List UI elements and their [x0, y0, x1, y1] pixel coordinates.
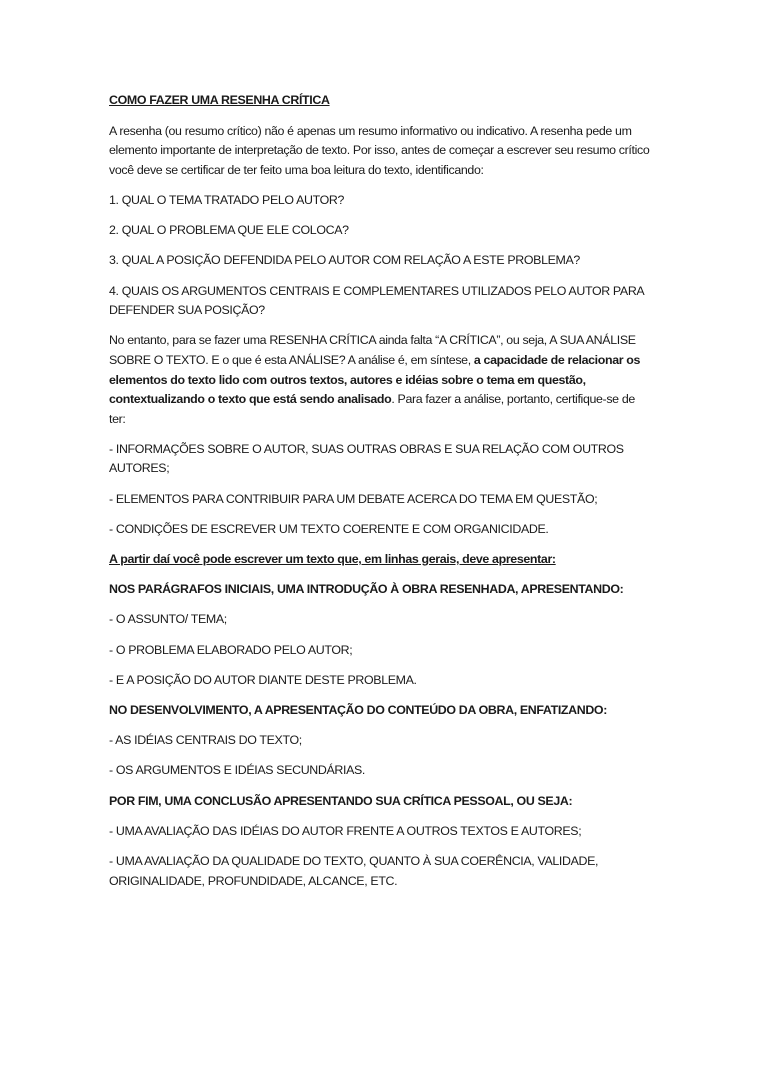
section-intro-item: - O PROBLEMA ELABORADO PELO AUTOR;: [109, 642, 353, 657]
requirement-1: - INFORMAÇÕES SOBRE O AUTOR, SUAS OUTRAS OBRAS E SUA RELAÇÃO COM OUTROS AUTORES;: [109, 441, 624, 476]
section-conclusion-item: - UMA AVALIAÇÃO DAS IDÉIAS DO AUTOR FRENTE A OUTROS TEXTOS E AUTORES;: [109, 823, 582, 838]
section-intro-item: - E A POSIÇÃO DO AUTOR DIANTE DESTE PROBLEMA.: [109, 672, 417, 687]
analysis-text-after: . Para fazer a análise, portanto, certifique-se de ter:: [109, 392, 635, 426]
analysis-text-before: No entanto, para se fazer uma RESENHA CRÍTICA ainda falta “A CRÍTICA”, ou seja, A SUA ANÁLISE SOBRE O TEXTO. E o que é esta ANÁLISE? A análise é, em síntese,: [109, 333, 636, 367]
intro-paragraph: A resenha (ou resumo crítico) não é apenas um resumo informativo ou indicativo. A resenha pede um elemento importante de interpretação de texto. Por isso, antes de começar a escrever seu resumo crítico você deve se certificar de ter feito uma boa leitura do texto, identificando:: [109, 123, 650, 177]
analysis-paragraph: [109, 331, 654, 429]
analysis-text-bold: a capacidade de relacionar os elementos do texto lido com outros textos, autores e idéias sobre o tema em questão, contextualizando o texto que está sendo analisado: [109, 352, 641, 407]
question-3: 3. QUAL A POSIÇÃO DEFENDIDA PELO AUTOR COM RELAÇÃO A ESTE PROBLEMA?: [109, 253, 580, 268]
requirement-2: - ELEMENTOS PARA CONTRIBUIR PARA UM DEBATE ACERCA DO TEMA EM QUESTÃO;: [109, 491, 598, 506]
section-heading-conclusion: POR FIM, UMA CONCLUSÃO APRESENTANDO SUA CRÍTICA PESSOAL, OU SEJA:: [109, 793, 573, 808]
structure-intro: A partir daí você pode escrever um texto que, em linhas gerais, deve apresentar:: [109, 552, 556, 567]
section-development-item: - AS IDÉIAS CENTRAIS DO TEXTO;: [109, 733, 302, 748]
section-development-item: - OS ARGUMENTOS E IDÉIAS SECUNDÁRIAS.: [109, 763, 366, 778]
question-1: 1. QUAL O TEMA TRATADO PELO AUTOR?: [109, 192, 345, 207]
section-heading-intro: NOS PARÁGRAFOS INICIAIS, UMA INTRODUÇÃO À OBRA RESENHADA, APRESENTANDO:: [109, 582, 624, 597]
section-conclusion-item: - UMA AVALIAÇÃO DA QUALIDADE DO TEXTO, QUANTO À SUA COERÊNCIA, VALIDADE, ORIGINALIDADE, PROFUNDIDADE, ALCANCE, ETC.: [109, 853, 599, 888]
document-title: COMO FAZER UMA RESENHA CRÍTICA: [109, 93, 330, 107]
requirement-3: - CONDIÇÕES DE ESCREVER UM TEXTO COERENTE E COM ORGANICIDADE.: [109, 521, 549, 536]
question-4: 4. QUAIS OS ARGUMENTOS CENTRAIS E COMPLEMENTARES UTILIZADOS PELO AUTOR PARA DEFENDER SUA POSIÇÃO?: [109, 283, 644, 318]
question-2: 2. QUAL O PROBLEMA QUE ELE COLOCA?: [109, 223, 349, 238]
section-intro-item: - O ASSUNTO/ TEMA;: [109, 612, 227, 627]
document-body: [109, 91, 654, 902]
section-heading-development: NO DESENVOLVIMENTO, A APRESENTAÇÃO DO CONTEÚDO DA OBRA, ENFATIZANDO:: [109, 702, 607, 717]
